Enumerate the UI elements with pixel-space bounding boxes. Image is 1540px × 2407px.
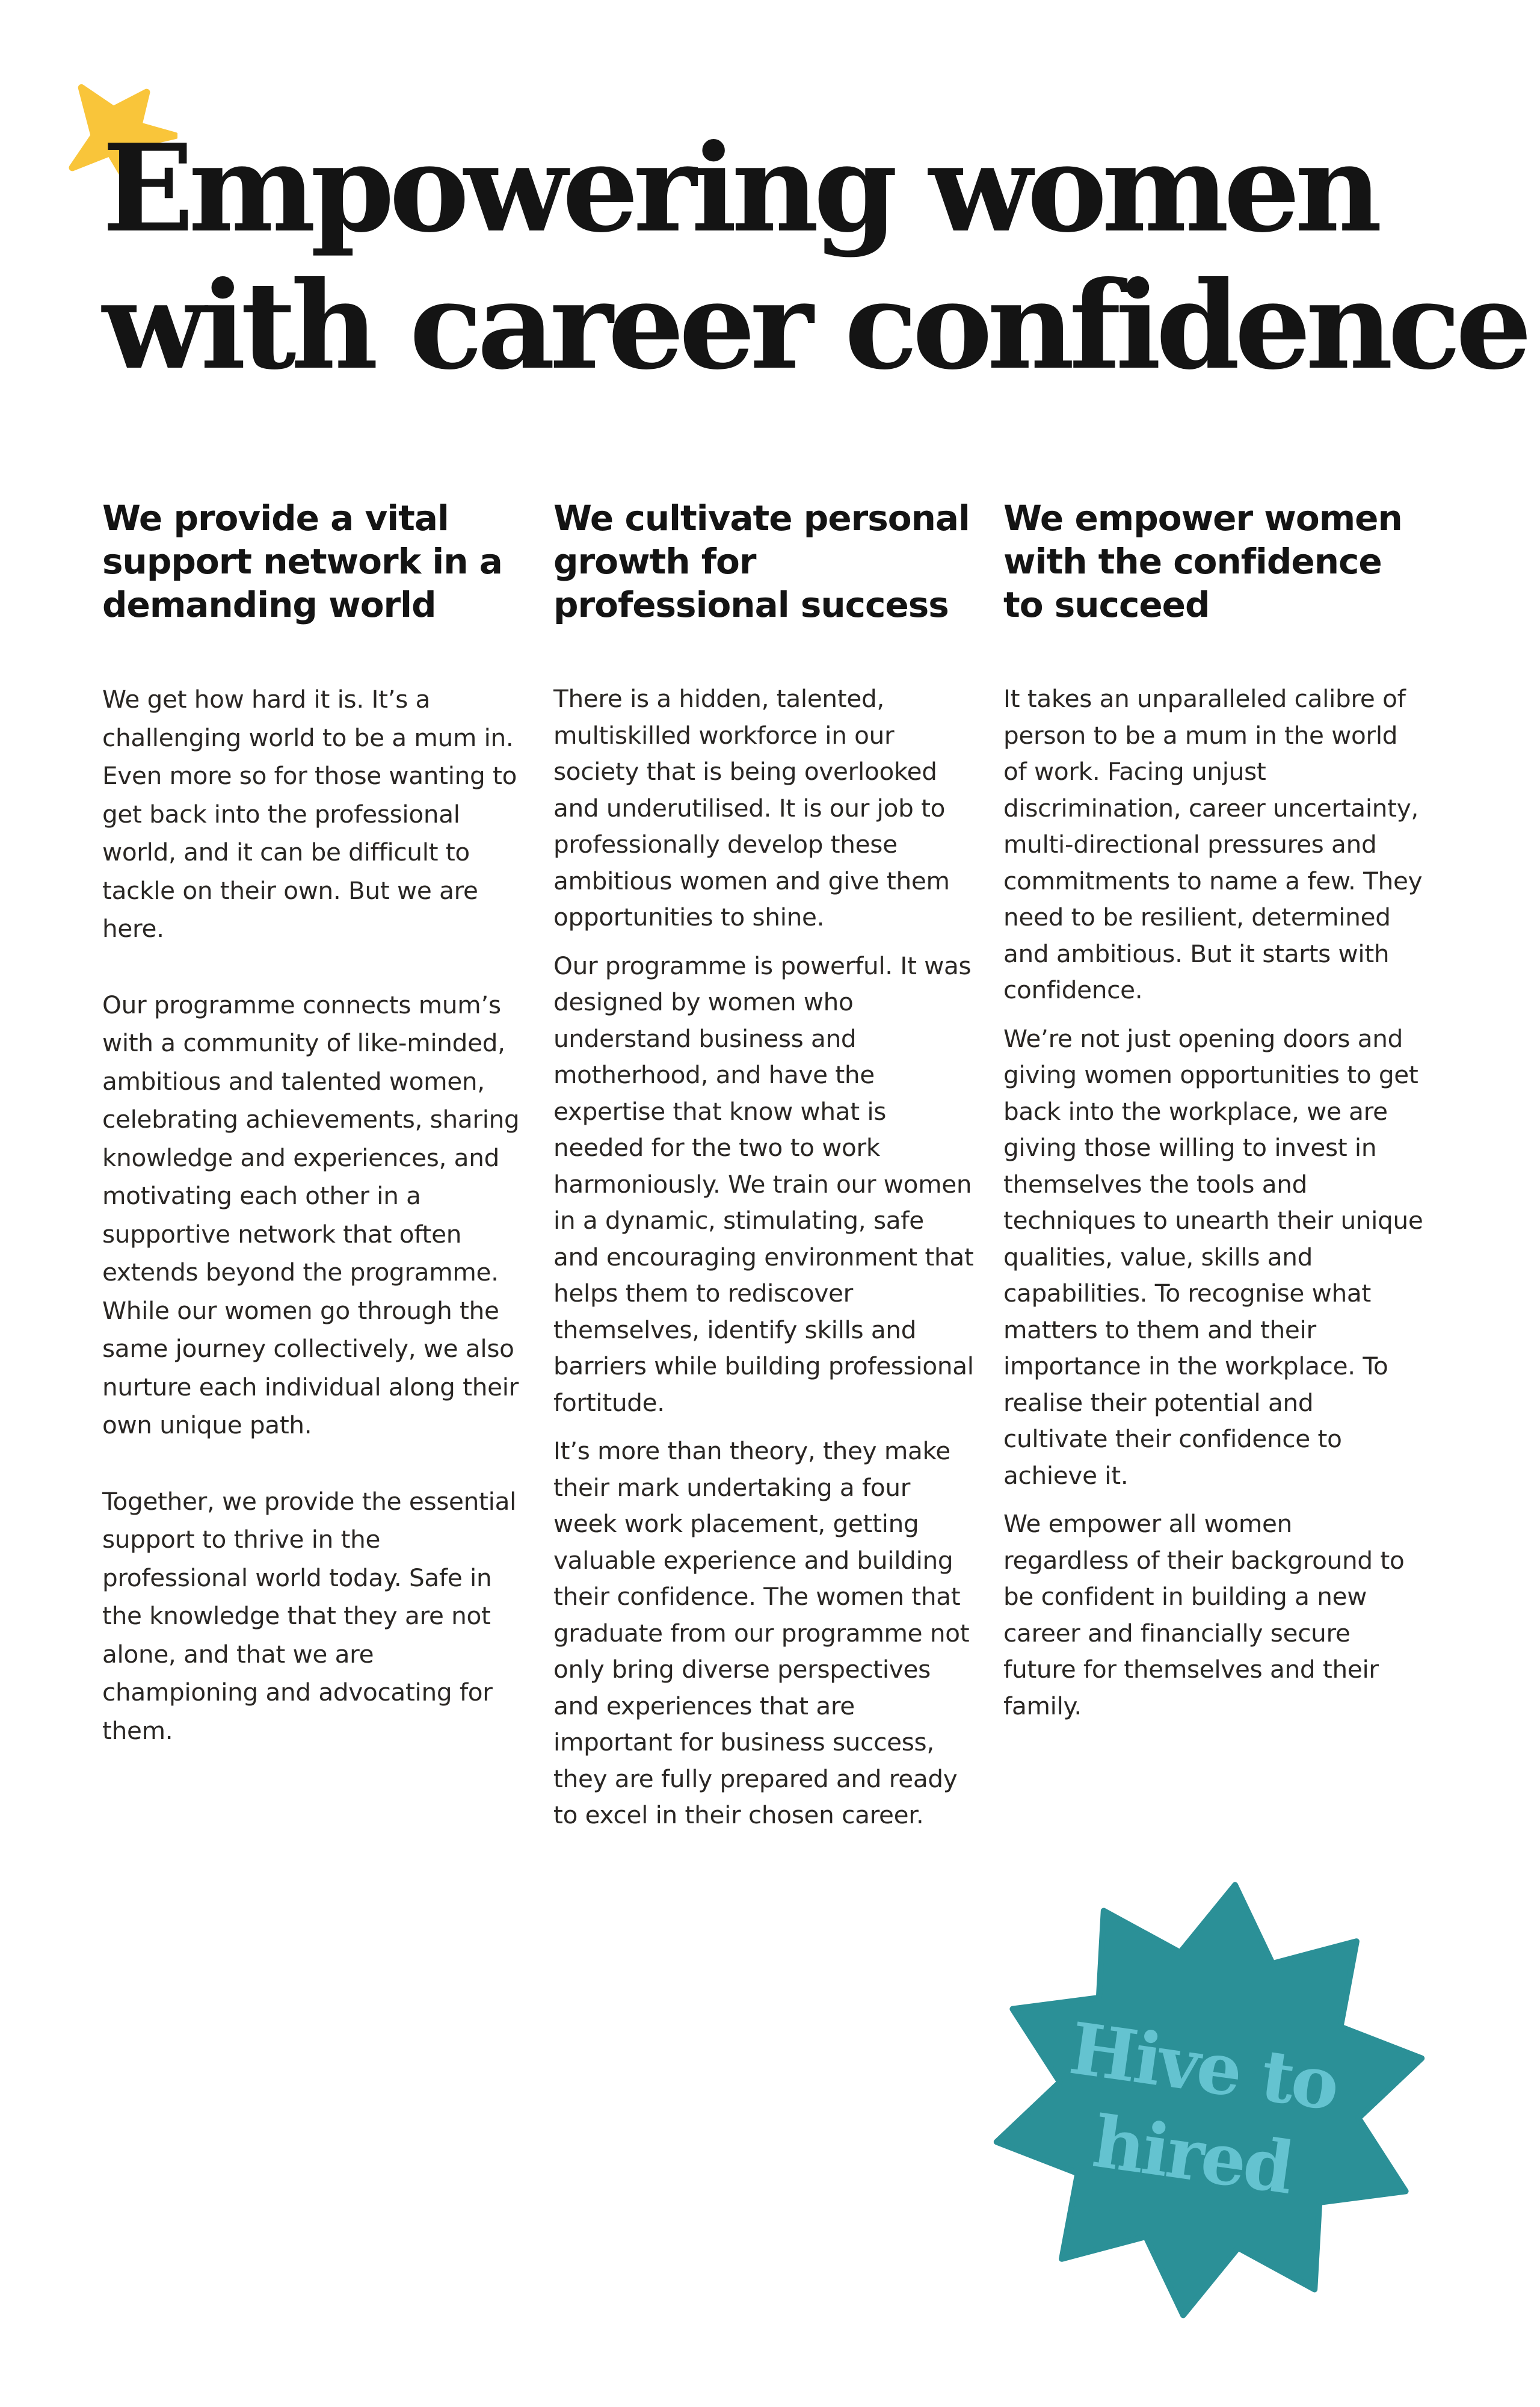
column-paragraph: It takes an unparalleled calibre of person to be a mum in the world of work. Facing unjust discrimination, career uncertainty, multi-directional pressures and commitments to name a few. They need to be resilient, determined and ambitious. But it starts with confidence. <box>1003 684 1423 1004</box>
badge-text-line-2: hired <box>1088 2099 1297 2210</box>
column-paragraph: Our programme connects mum’s with a community of like-minded, ambitious and talented women, celebrating achievements, sharing knowledge and experiences, and motivating each other in a supportive network that often extends beyond the programme. While our women go through the same journey collectively, we also nurture each individual along their own unique path. <box>102 990 520 1439</box>
column-paragraph: We empower all women regardless of their background to be confident in building a new career and financially secure future for themselves and their family. <box>1003 1509 1405 1720</box>
column-heading: We empower women with the confidence to succeed <box>1003 498 1402 625</box>
page-title-line-2: with career confidence <box>102 255 1527 397</box>
page-title <box>102 118 1527 397</box>
column-confidence <box>1003 496 1424 1736</box>
column-paragraph: It’s more than theory, they make their mark undertaking a four week work placement, getting valuable experience and building their confidence. The women that graduate from our programme not only bring diverse perspectives and experiences that are important for business success, they are fully prepared and ready to excel in their chosen career. <box>553 1436 970 1829</box>
column-heading: We cultivate personal growth for professional success <box>553 498 970 625</box>
column-paragraph: There is a hidden, talented, multiskilled workforce in our society that is being overlooked and underutilised. It is our job to professionally develop these ambitious women and give them opportunities to shine. <box>553 684 950 932</box>
column-personal-growth <box>553 496 975 1846</box>
column-heading: We provide a vital support network in a demanding world <box>102 498 502 625</box>
column-paragraph: Our programme is powerful. It was designed by women who understand business and motherhood, and have the expertise that know what is needed for the two to work harmoniously. We train our women in a dynamic, stimulating, safe and encouraging environment that helps them to rediscover themselves, identify skills and barriers while building professional fortitude. <box>553 951 974 1417</box>
column-paragraph: We’re not just opening doors and giving women opportunities to get back into the workplace, we are giving those willing to invest in themselves the tools and techniques to unearth their unique qualities, value, skills and capabilities. To recognise what matters to them and their importance in the workplace. To realise their potential and cultivate their confidence to achieve it. <box>1003 1024 1423 1490</box>
column-paragraph: We get how hard it is. It’s a challenging world to be a mum in. Even more so for those wanting to get back into the professional world, and it can be difficult to tackle on their own. But we are here. <box>102 685 517 943</box>
column-paragraph: Together, we provide the essential support to thrive in the professional world today. Safe in the knowledge that they are not alone, and that we are championing and advocating for them. <box>102 1486 517 1745</box>
column-support-network <box>102 496 523 1788</box>
badge-text-line-1: Hive to <box>1065 2006 1343 2127</box>
page-title-line-1: Empowering women <box>102 118 1377 259</box>
